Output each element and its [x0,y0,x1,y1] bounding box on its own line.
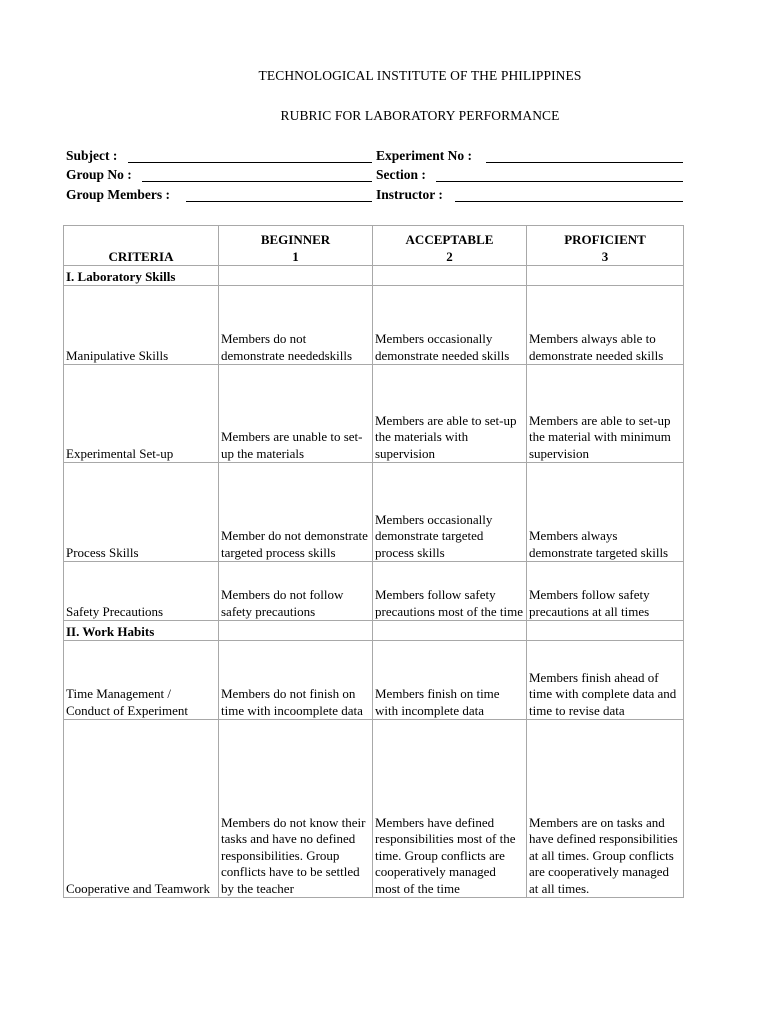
form-row-3 [66,187,686,205]
level-beginner-header: BEGINNER 1 [219,226,373,266]
section-label: Section : [376,167,426,182]
proficient-cell: Members are able to set-up the material with minimum supervision [527,365,684,463]
acceptable-cell: Members have defined responsibilities most of the time. Group conflicts are cooperatively managed most of the time [373,720,527,898]
criteria-cell: Cooperative and Teamwork [64,720,219,898]
experiment-no-line[interactable] [486,148,683,163]
section-line[interactable] [436,167,683,182]
beginner-cell: Member do not demonstrate targeted process skills [219,463,373,562]
section-title: II. Work Habits [64,621,219,641]
rubric-table [63,225,684,898]
group-members-label: Group Members : [66,187,170,202]
section-row [64,266,684,286]
level-acceptable-header: ACCEPTABLE 2 [373,226,527,266]
section-row [64,621,684,641]
form-row-2 [66,167,686,185]
group-no-line[interactable] [142,167,372,182]
subject-line[interactable] [128,148,372,163]
section-title: I. Laboratory Skills [64,266,219,286]
instructor-label: Instructor : [376,187,443,202]
proficient-cell: Members are on tasks and have defined responsibilities at all times. Group conflicts are cooperatively managed at all times. [527,720,684,898]
rubric-title: RUBRIC FOR LABORATORY PERFORMANCE [280,108,560,123]
beginner-cell: Members are unable to set-up the materials [219,365,373,463]
acceptable-cell: Members occasionally demonstrate needed skills [373,286,527,365]
level-proficient-header: PROFICIENT 3 [527,226,684,266]
criteria-cell: Time Management / Conduct of Experiment [64,641,219,720]
table-row [64,562,684,621]
group-no-label: Group No : [66,167,132,182]
criteria-cell: Experimental Set-up [64,365,219,463]
proficient-cell: Members always demonstrate targeted skills [527,463,684,562]
acceptable-cell: Members follow safety precautions most of the time [373,562,527,621]
proficient-cell: Members finish ahead of time with complete data and time to revise data [527,641,684,720]
table-row [64,641,684,720]
experiment-no-label: Experiment No : [376,148,472,163]
criteria-cell: Process Skills [64,463,219,562]
header-row [64,226,684,266]
group-members-line[interactable] [186,187,372,202]
form-row-1 [66,148,686,166]
proficient-cell: Members follow safety precautions at all times [527,562,684,621]
beginner-cell: Members do not finish on time with incoomplete data [219,641,373,720]
table-row [64,365,684,463]
criteria-cell: Safety Precautions [64,562,219,621]
instructor-line[interactable] [455,187,683,202]
acceptable-cell: Members are able to set-up the materials with supervision [373,365,527,463]
criteria-header: CRITERIA [64,226,219,266]
institute-name: TECHNOLOGICAL INSTITUTE OF THE PHILIPPINES [258,68,582,83]
subject-label: Subject : [66,148,118,163]
table-row [64,720,684,898]
table-row [64,463,684,562]
table-row [64,286,684,365]
beginner-cell: Members do not demonstrate neededskills [219,286,373,365]
acceptable-cell: Members finish on time with incomplete data [373,641,527,720]
acceptable-cell: Members occasionally demonstrate targeted process skills [373,463,527,562]
proficient-cell: Members always able to demonstrate needed skills [527,286,684,365]
beginner-cell: Members do not know their tasks and have no defined responsibilities. Group conflicts have to be settled by the teacher [219,720,373,898]
criteria-cell: Manipulative Skills [64,286,219,365]
beginner-cell: Members do not follow safety precautions [219,562,373,621]
